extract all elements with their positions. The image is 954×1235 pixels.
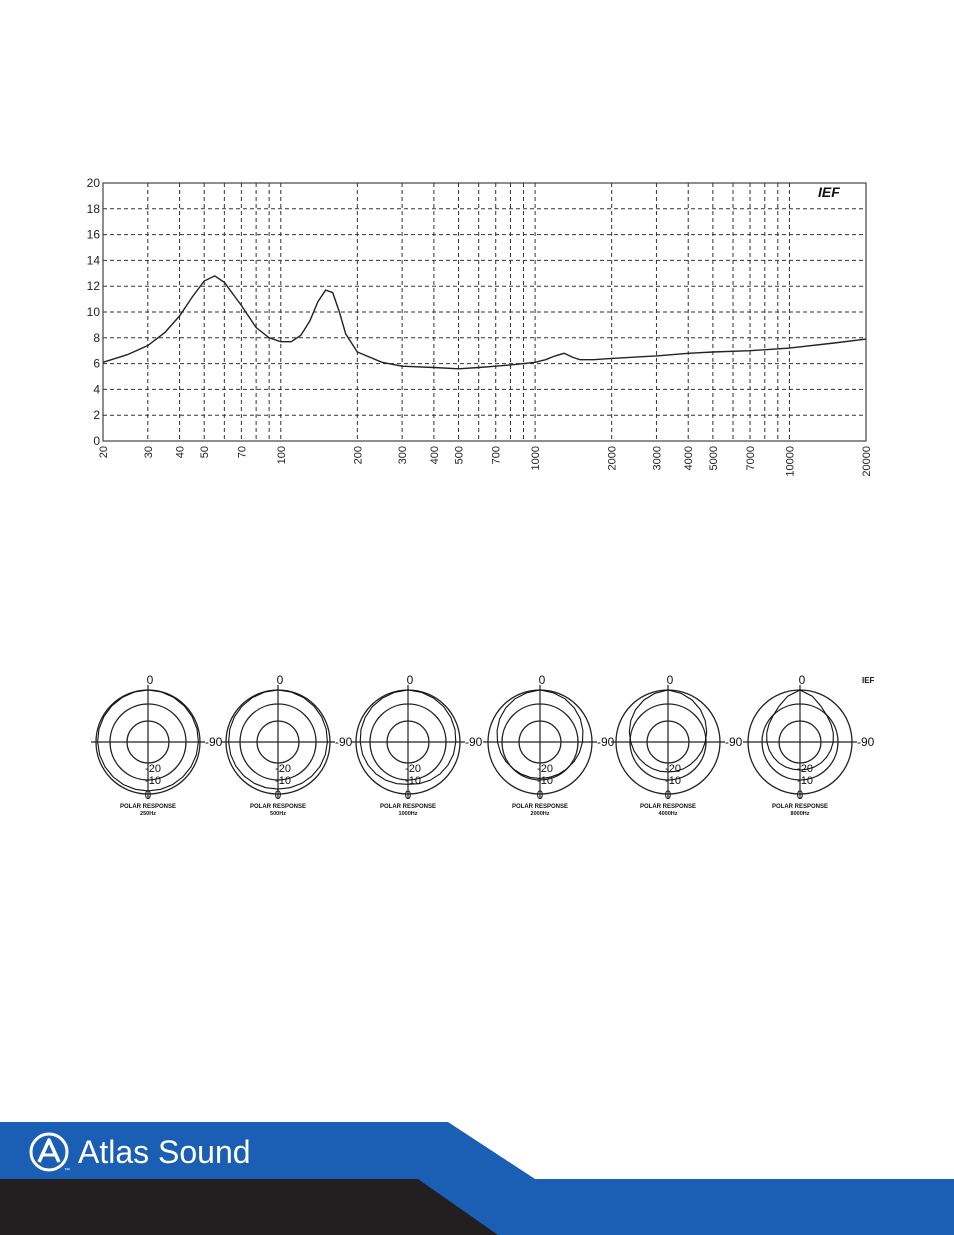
polar-label-minus20: -20 <box>145 763 161 775</box>
impedance-series-line <box>103 276 866 369</box>
x-tick-label: 300 <box>397 446 410 465</box>
polar-label-bottom: 0 <box>404 788 412 802</box>
trademark-mark: ™ <box>64 1168 70 1174</box>
polar-label-minus10: -10 <box>405 775 421 787</box>
polar-ief-logo: IEF <box>862 676 875 685</box>
polar-label-minus20: -20 <box>537 763 553 775</box>
polar-label-right: -90 <box>857 735 875 749</box>
y-tick-label: 16 <box>86 227 100 242</box>
polar-label-right: -90 <box>465 735 483 749</box>
polar-label-top: 0 <box>406 673 414 687</box>
polar-label-minus20: -20 <box>665 763 681 775</box>
polar-plot-4000Hz <box>598 670 743 820</box>
polar-label-top: 0 <box>798 673 806 687</box>
polar-label-minus10: -10 <box>275 775 291 787</box>
atlas-sound-logo <box>28 1128 251 1176</box>
polar-label-right: -90 <box>205 735 223 749</box>
x-tick-label: 50 <box>199 446 212 459</box>
polar-label-bottom: 0 <box>536 788 544 802</box>
x-tick-label: 1000 <box>530 446 543 471</box>
polar-label-bottom: 0 <box>144 788 152 802</box>
y-tick-label: 2 <box>93 408 100 423</box>
polar-label-minus10: -10 <box>145 775 161 787</box>
polar-label-minus20: -20 <box>275 763 291 775</box>
polar-frequency: 250Hz <box>140 811 156 817</box>
polar-label-top: 0 <box>538 673 546 687</box>
polar-label-minus20: -20 <box>797 763 813 775</box>
x-tick-label: 3000 <box>651 446 664 471</box>
polar-label-top: 0 <box>146 673 154 687</box>
y-tick-labels <box>87 176 101 448</box>
polar-label-bottom: 0 <box>664 788 672 802</box>
ief-logo-text: IEF <box>818 184 840 200</box>
footer-dark-shape <box>0 1179 498 1235</box>
polar-title: POLAR RESPONSE <box>249 804 307 810</box>
polar-title: POLAR RESPONSE <box>771 804 829 810</box>
polar-frequency: 4000Hz <box>658 811 678 817</box>
y-tick-label: 4 <box>93 382 100 397</box>
x-tick-label: 20 <box>98 446 110 459</box>
polar-label-bottom: 0 <box>274 788 282 802</box>
y-tick-label: 0 <box>93 434 100 448</box>
polar-title: POLAR RESPONSE <box>511 804 569 810</box>
polar-frequency: 1000Hz <box>398 811 418 817</box>
polar-label-minus10: -10 <box>665 775 681 787</box>
x-tick-labels <box>98 446 873 477</box>
x-tick-label: 20000 <box>861 446 873 477</box>
ief-logo <box>818 184 840 200</box>
y-tick-label: 10 <box>86 305 100 319</box>
x-tick-label: 400 <box>428 446 441 465</box>
x-tick-label: 2000 <box>606 446 619 471</box>
chart-grid <box>103 183 866 441</box>
x-tick-label: 700 <box>490 446 503 465</box>
polar-title: POLAR RESPONSE <box>119 804 177 810</box>
polar-label-top: 0 <box>276 673 284 687</box>
polar-label-minus10: -10 <box>537 775 553 787</box>
polar-label-top: 0 <box>666 673 674 687</box>
y-tick-label: 6 <box>93 356 100 371</box>
impedance-chart <box>0 0 954 500</box>
x-tick-label: 100 <box>275 446 288 465</box>
polar-plot-1000Hz <box>338 670 483 820</box>
polar-plot-250Hz <box>78 670 223 820</box>
polar-title: POLAR RESPONSE <box>639 804 697 810</box>
polar-frequency: 500Hz <box>270 811 286 817</box>
polar-frequency: 8000Hz <box>790 811 810 817</box>
y-tick-label: 12 <box>86 279 100 294</box>
brand-name: Atlas Sound <box>78 1133 251 1170</box>
y-tick-label: 8 <box>93 330 100 345</box>
x-tick-label: 5000 <box>707 446 720 471</box>
x-tick-label: 4000 <box>683 446 696 471</box>
polar-title: POLAR RESPONSE <box>379 804 437 810</box>
polar-frequency: 2000Hz <box>530 811 550 817</box>
polar-label-right: -90 <box>597 735 615 749</box>
x-tick-label: 10000 <box>784 446 797 477</box>
polar-label-right: -90 <box>335 735 353 749</box>
x-tick-label: 200 <box>352 446 365 465</box>
polar-label-minus10: -10 <box>797 775 813 787</box>
polar-label-minus20: -20 <box>405 763 421 775</box>
x-tick-label: 40 <box>174 446 187 459</box>
polar-label-bottom: 0 <box>796 788 804 802</box>
polar-plot-2000Hz <box>470 670 615 820</box>
y-tick-label: 20 <box>86 176 100 190</box>
polar-plot-8000Hz <box>730 670 875 820</box>
y-tick-label: 14 <box>86 253 100 268</box>
x-tick-label: 7000 <box>745 446 758 471</box>
x-tick-label: 70 <box>236 446 249 459</box>
x-tick-label: 30 <box>142 446 155 459</box>
x-tick-label: 500 <box>453 446 466 465</box>
polar-plot-500Hz <box>208 670 353 820</box>
atlas-circle-a-icon <box>28 1131 70 1173</box>
polar-label-right: -90 <box>725 735 743 749</box>
y-tick-label: 18 <box>86 201 100 216</box>
